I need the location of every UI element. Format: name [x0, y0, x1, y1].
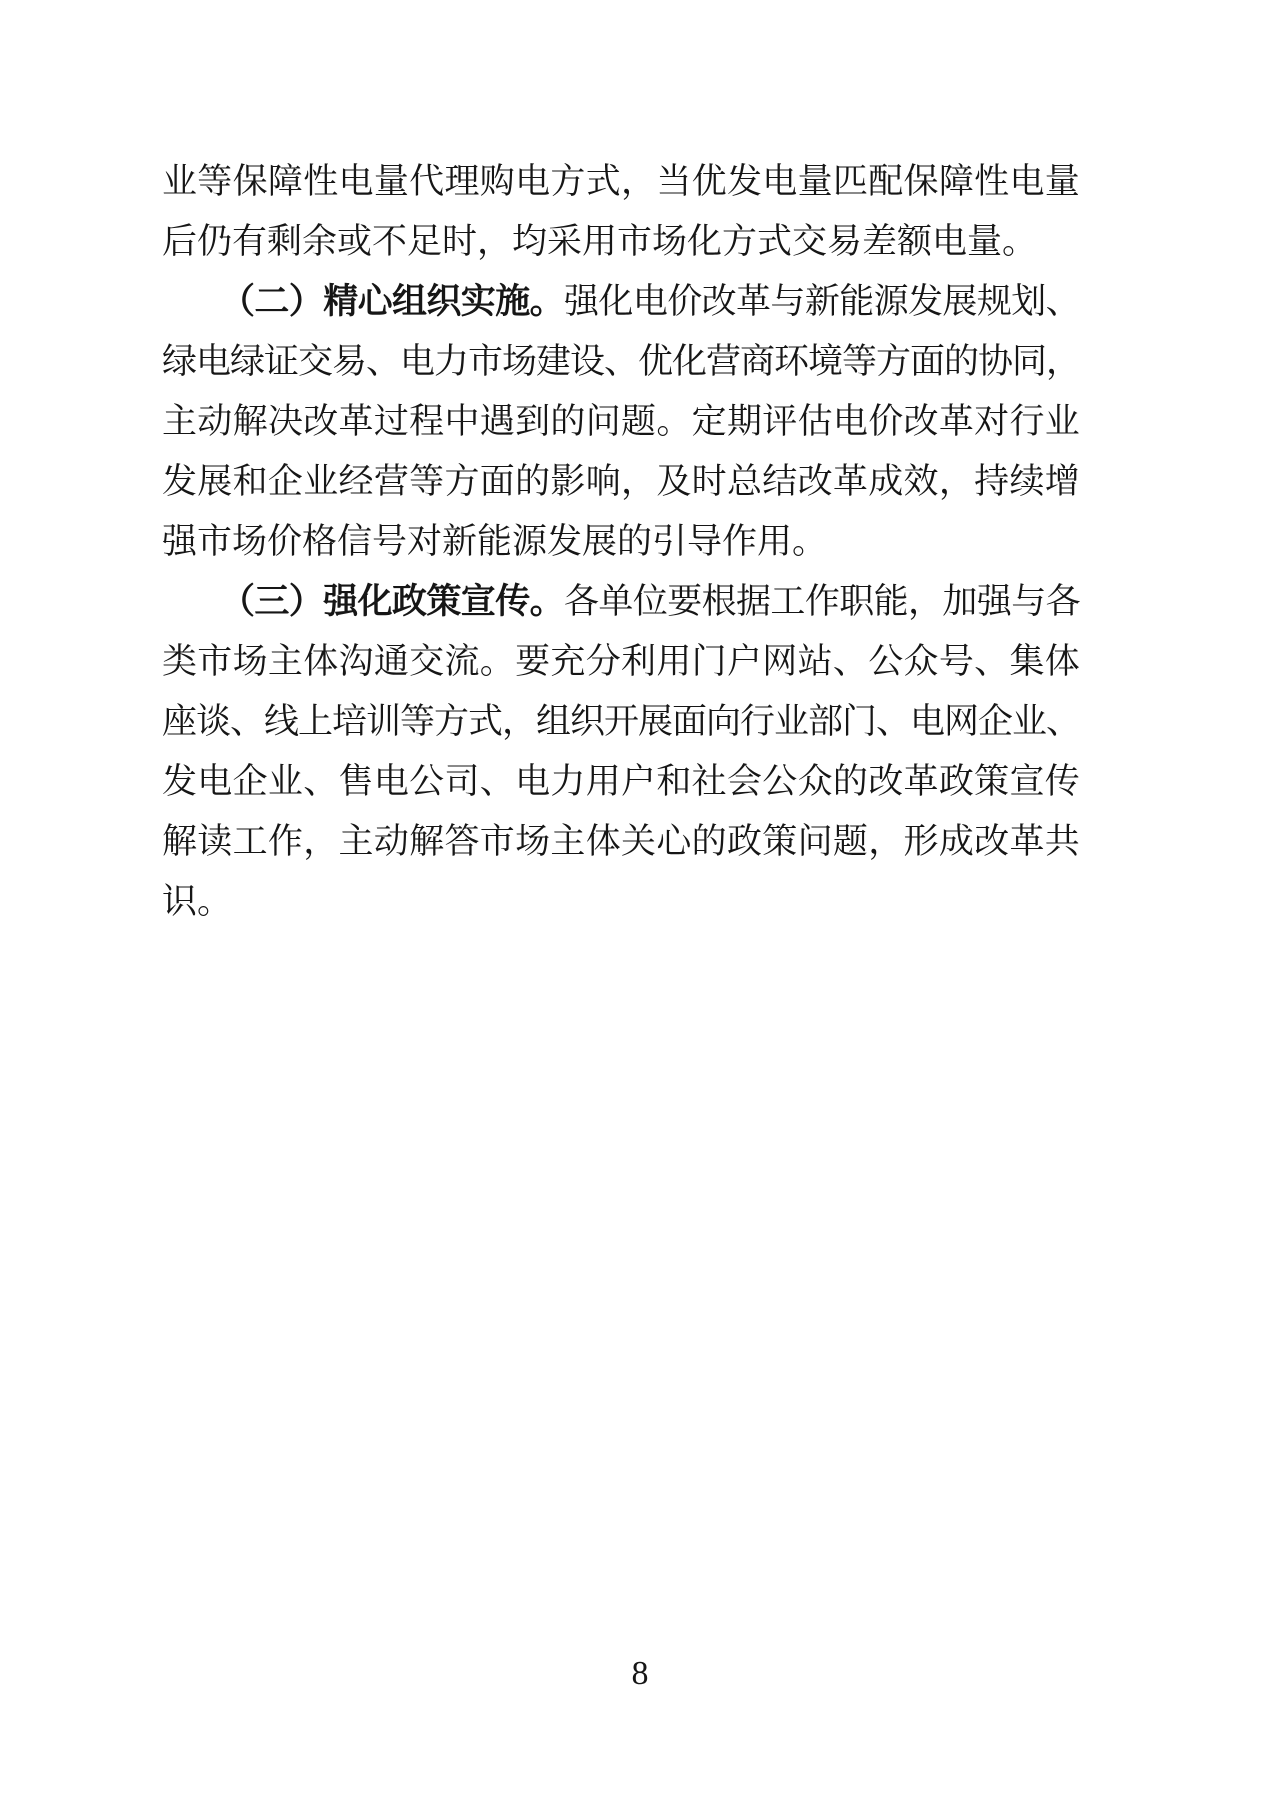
text-line: 解读工作，主动解答市场主体关心的政策问题，形成改革共: [162, 822, 1081, 861]
text-block: [162, 152, 1080, 932]
text-line: 类市场主体沟通交流。要充分利用门户网站、公众号、集体: [162, 642, 1081, 681]
text-line: 强市场价格信号对新能源发展的引导作用。: [162, 522, 828, 561]
text-line: 主动解决改革过程中遇到的问题。定期评估电价改革对行业: [162, 402, 1081, 441]
paragraph-heading: （二）精心组织实施。: [220, 282, 565, 321]
paragraph-heading: （三）强化政策宣传。: [220, 582, 565, 621]
text-line: 发展和企业经营等方面的影响，及时总结改革成效，持续增: [162, 462, 1081, 501]
page-number: 8: [631, 1655, 649, 1692]
text-line: 座谈、线上培训等方式，组织开展面向行业部门、电网企业、: [162, 702, 1081, 741]
text-line: （三）强化政策宣传。各单位要根据工作职能，加强与各: [220, 582, 1081, 621]
text-line: 发电企业、售电公司、电力用户和社会公众的改革政策宣传: [162, 762, 1081, 801]
text-line: 后仍有剩余或不足时，均采用市场化方式交易差额电量。: [162, 222, 1038, 261]
text-line: （二）精心组织实施。强化电价改革与新能源发展规划、: [220, 282, 1081, 321]
text-line: 识。: [162, 882, 233, 921]
text-line: 业等保障性电量代理购电方式，当优发电量匹配保障性电量: [162, 162, 1081, 201]
text-line: 绿电绿证交易、电力市场建设、优化营商环境等方面的协同，: [162, 342, 1081, 381]
